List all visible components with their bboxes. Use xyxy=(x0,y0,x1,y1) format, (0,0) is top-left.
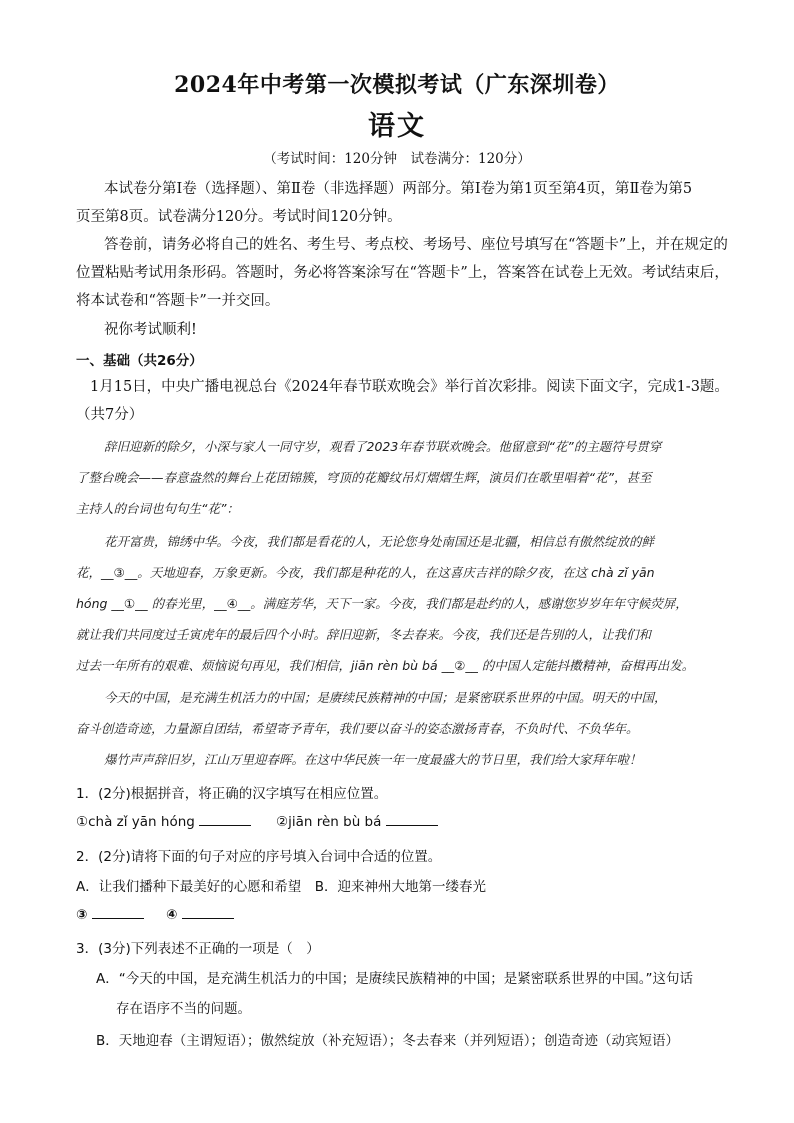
passage-line-9: 今天的中国，是充满生机活力的中国；是赓续民族精神的中国；是紧密联系世界的中国。明天的中国， xyxy=(104,690,667,705)
instruction-paragraph-2-line-1: 答卷前，请务必将自己的姓名、考生号、考点校、考场号、座位号填写在“答题卡”上，并在规定的 xyxy=(104,237,728,253)
passage-line-2: 了整台晚会——春意盎然的舞台上花团锦簇，穹顶的花瓣纹吊灯熠熠生辉，演员们在歌里唱着“花”，甚至 xyxy=(76,470,652,485)
blank-3-label: ③ xyxy=(76,907,88,923)
passage-line-7: 就让我们共同度过壬寅虎年的最后四个小时。辞旧迎新，冬去春来。今夜，我们还是告别的人，让我们和 xyxy=(76,627,652,642)
passage-line-5: 花，__③__。天地迎春，万象更新。今夜，我们都是种花的人，在这喜庆吉祥的除夕夜，在这 chà zǐ yān xyxy=(76,565,655,580)
section-heading: 一、基础（共26分） xyxy=(76,353,203,369)
subject-title: 语文 xyxy=(368,111,426,142)
passage-line-4: 花开富贵，锦绣中华。今夜，我们都是看花的人，无论您身处南国还是北疆，相信总有傲然绽放的鲜 xyxy=(104,534,655,549)
good-luck-text: 祝你考试顺利! xyxy=(104,322,197,338)
passage-line-11: 爆竹声声辞旧岁，江山万里迎春晖。在这中华民族一年一度最盛大的节日里，我们给大家拜年啦！ xyxy=(104,752,642,767)
instruction-paragraph-1-line-1: 本试卷分第Ⅰ卷（选择题）、第Ⅱ卷（非选择题）两部分。第Ⅰ卷为第1页至第4页，第Ⅱ卷为第5 xyxy=(104,181,693,197)
instruction-paragraph-2-line-2: 位置粘贴考试用条形码。答题时，务必将答案涂写在“答题卡”上，答案答在试卷上无效。考试结束后， xyxy=(76,265,729,281)
question-2-blank-3-row xyxy=(76,905,144,923)
question-1: 1．(2分)根据拼音，将正确的汉字填写在相应位置。 xyxy=(76,786,388,802)
question-2-blank-4-row xyxy=(166,905,234,923)
blank-4-label: ④ xyxy=(166,907,178,923)
passage-line-10: 奋斗创造奇迹，力量源自团结，希望寄予青年，我们要以奋斗的姿态激扬青春，不负时代、不负华年。 xyxy=(76,721,639,736)
instruction-paragraph-1-line-2: 页至第8页。试卷满分120分。考试时间120分钟。 xyxy=(76,209,402,225)
passage-line-3: 主持人的台词也句句生“花”： xyxy=(76,501,239,516)
answer-blank-4[interactable] xyxy=(182,905,234,919)
section-intro-line-1: 1月15日，中央广播电视总台《2024年春节联欢晚会》举行首次彩排。阅读下面文字，完成1-3题。 xyxy=(90,379,729,395)
answer-blank-3[interactable] xyxy=(92,905,144,919)
question-3-option-a-line-1: A．“今天的中国，是充满生机活力的中国；是赓续民族精神的中国；是紧密联系世界的中国。”这句话 xyxy=(96,971,693,987)
passage-line-6: hóng __①__ 的春光里，__④__。满庭芳华，天下一家。今夜，我们都是赴约的人，感谢您岁岁年年守候荧屏， xyxy=(76,596,688,611)
question-3: 3．(3分)下列表述不正确的一项是（ ） xyxy=(76,941,320,957)
instruction-paragraph-2-line-3: 将本试卷和“答题卡”一并交回。 xyxy=(76,293,280,309)
passage-line-8: 过去一年所有的艰难、烦恼说句再见，我们相信，jiān rèn bù bá __②__ 的中国人定能抖擞精神，奋楫再出发。 xyxy=(76,658,695,673)
exam-title: 2024年中考第一次模拟考试（广东深圳卷） xyxy=(174,72,620,98)
question-3-option-b: B．天地迎春（主谓短语）；傲然绽放（补充短语）；冬去春来（并列短语）；创造奇迹（动宾短语） xyxy=(96,1033,680,1049)
question-2: 2．(2分)请将下面的句子对应的序号填入台词中合适的位置。 xyxy=(76,849,442,865)
exam-time-info: （考试时间：120分钟 试卷满分：120分） xyxy=(263,151,531,167)
question-1-pinyin-b: ②jiān rèn bù bá xyxy=(276,814,382,830)
answer-blank-1[interactable] xyxy=(199,812,251,826)
question-1-item-b xyxy=(276,812,438,830)
question-3-option-a-line-2: 存在语序不当的问题。 xyxy=(116,1001,251,1017)
passage-line-1: 辞旧迎新的除夕，小深与家人一同守岁，观看了2023年春节联欢晚会。他留意到“花”的主题符号贯穿 xyxy=(104,439,662,454)
question-1-item-a xyxy=(76,812,251,830)
question-2-options: A．让我们播种下最美好的心愿和希望 B．迎来神州大地第一缕春光 xyxy=(76,879,486,895)
section-intro-line-2: （共7分） xyxy=(76,407,144,423)
answer-blank-2[interactable] xyxy=(386,812,438,826)
question-1-pinyin-a: ①chà zǐ yān hóng xyxy=(76,814,195,830)
